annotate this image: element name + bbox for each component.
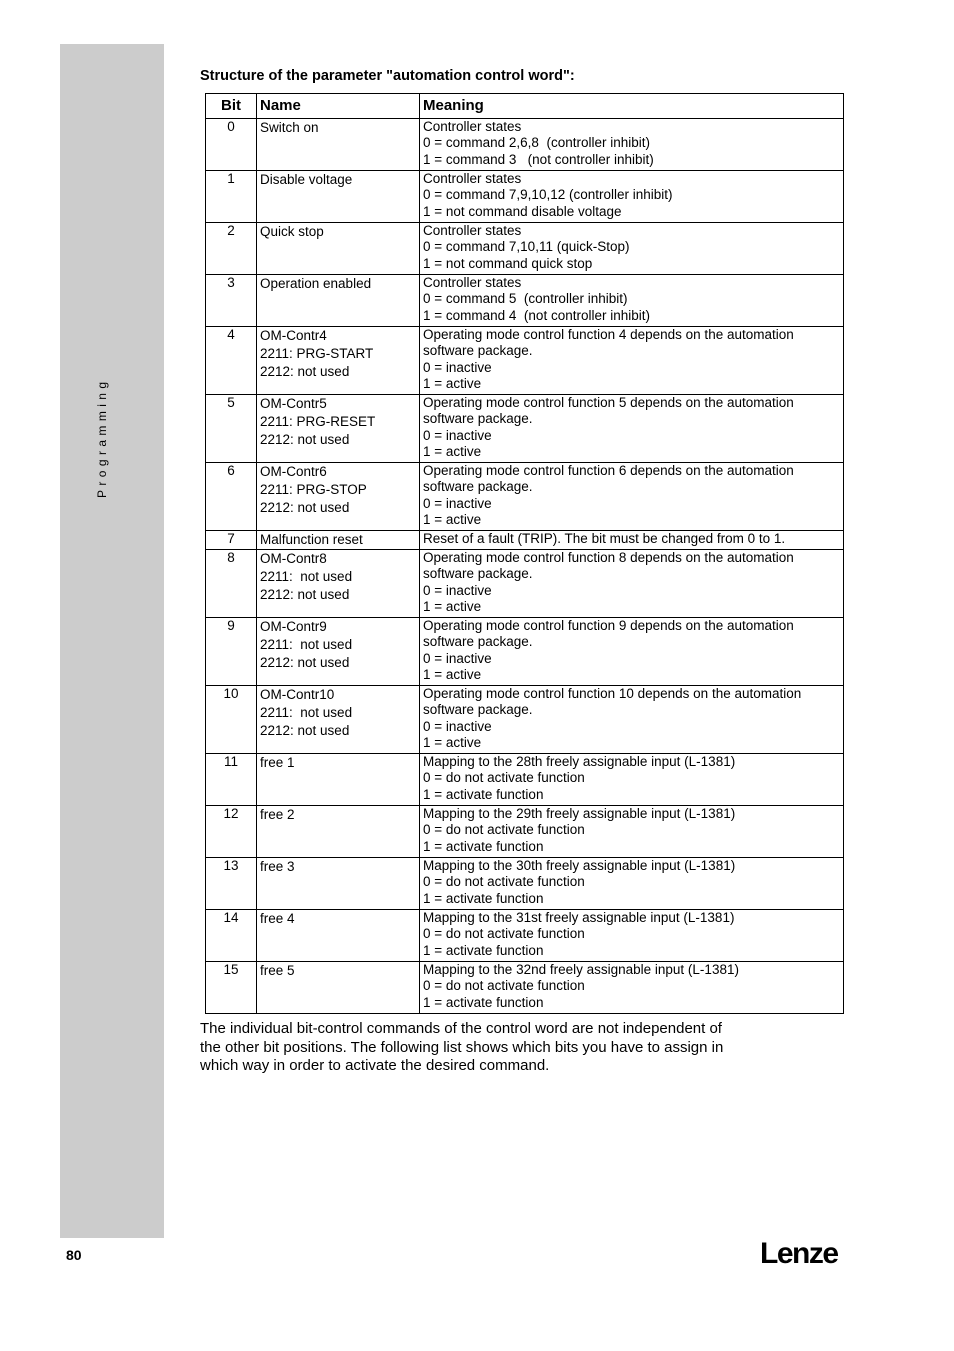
side-margin-band	[60, 44, 164, 1238]
name-line: 2211: PRG-START	[260, 345, 374, 361]
meaning-line: Operating mode control function 4 depends on the automation	[423, 327, 794, 342]
column-header-name: Name	[257, 94, 420, 119]
cell-name	[257, 395, 420, 463]
cell-name	[257, 327, 420, 395]
meaning-line: 1 = not command quick stop	[423, 255, 593, 271]
cell-bit: 15	[206, 962, 257, 1014]
name-line: 2212: not used	[260, 654, 350, 670]
meaning-line: software package.	[423, 566, 533, 582]
name-line: Quick stop	[260, 224, 324, 239]
cell-meaning	[420, 858, 844, 910]
cell-meaning	[420, 686, 844, 754]
name-line: free 3	[260, 859, 295, 874]
meaning-line: 0 = do not activate function	[423, 926, 585, 942]
meaning-line: 1 = active	[423, 511, 482, 527]
meaning-line: 1 = command 4 (not controller inhibit)	[423, 307, 650, 323]
table-heading: Structure of the parameter "automation control word":	[200, 68, 575, 84]
meaning-line: Operating mode control function 9 depends on the automation	[423, 618, 794, 633]
cell-bit: 14	[206, 910, 257, 962]
cell-name	[257, 550, 420, 618]
meaning-line: Mapping to the 32nd freely assignable input (L-1381)	[423, 962, 739, 977]
meaning-line: software package.	[423, 702, 533, 718]
cell-bit: 2	[206, 223, 257, 275]
meaning-line: 1 = activate function	[423, 890, 544, 906]
name-line: 2211: PRG-RESET	[260, 413, 376, 429]
meaning-line: 1 = active	[423, 443, 482, 459]
meaning-line: software package.	[423, 479, 533, 495]
name-line: 2211: not used	[260, 636, 353, 652]
meaning-line: Mapping to the 28th freely assignable input (L-1381)	[423, 754, 736, 769]
meaning-line: 0 = inactive	[423, 427, 492, 443]
name-line: free 1	[260, 755, 295, 770]
cell-meaning	[420, 962, 844, 1014]
name-line: Disable voltage	[260, 172, 353, 187]
meaning-line: 0 = command 5 (controller inhibit)	[423, 291, 628, 307]
cell-name	[257, 754, 420, 806]
meaning-line: software package.	[423, 343, 533, 359]
name-line: 2211: not used	[260, 704, 353, 720]
cell-meaning	[420, 806, 844, 858]
name-line: 2212: not used	[260, 586, 350, 602]
meaning-line: 1 = command 3 (not controller inhibit)	[423, 151, 654, 167]
cell-bit: 4	[206, 327, 257, 395]
name-line: 2211: PRG-STOP	[260, 481, 367, 497]
meaning-line: Operating mode control function 5 depends on the automation	[423, 395, 794, 410]
cell-name	[257, 119, 420, 171]
name-line: free 4	[260, 911, 295, 926]
meaning-line: Controller states	[423, 119, 522, 134]
meaning-line: 0 = do not activate function	[423, 874, 585, 890]
meaning-line: 1 = active	[423, 598, 482, 614]
cell-bit: 3	[206, 275, 257, 327]
cell-bit: 8	[206, 550, 257, 618]
meaning-line: 1 = activate function	[423, 786, 544, 802]
name-line: Operation enabled	[260, 276, 372, 291]
meaning-line: software package.	[423, 411, 533, 427]
meaning-line: 1 = activate function	[423, 838, 544, 854]
cell-name	[257, 686, 420, 754]
name-line: Switch on	[260, 120, 319, 135]
meaning-line: 0 = command 7,10,11 (quick-Stop)	[423, 239, 630, 255]
cell-meaning	[420, 550, 844, 618]
cell-meaning	[420, 119, 844, 171]
meaning-line: Operating mode control function 10 depends on the automation	[423, 686, 802, 701]
cell-meaning	[420, 531, 844, 550]
meaning-line: Controller states	[423, 275, 522, 290]
meaning-line: Mapping to the 31st freely assignable input (L-1381)	[423, 910, 735, 925]
meaning-line: 1 = not command disable voltage	[423, 203, 622, 219]
table-row	[206, 686, 844, 754]
control-word-table	[205, 93, 844, 1014]
cell-meaning	[420, 171, 844, 223]
meaning-line: Operating mode control function 8 depends on the automation	[423, 550, 794, 565]
meaning-line: 1 = active	[423, 734, 482, 750]
name-line: OM-Contr10	[260, 687, 335, 702]
table-row	[206, 275, 844, 327]
table-row	[206, 806, 844, 858]
column-header-bit: Bit	[206, 94, 257, 119]
section-label: Programming	[95, 377, 109, 498]
meaning-line: 0 = inactive	[423, 650, 492, 666]
meaning-line: Mapping to the 29th freely assignable input (L-1381)	[423, 806, 736, 821]
cell-bit: 13	[206, 858, 257, 910]
meaning-line: 0 = inactive	[423, 718, 492, 734]
table-row	[206, 754, 844, 806]
cell-meaning	[420, 910, 844, 962]
logo-wordmark: Lenze	[760, 1237, 838, 1270]
table-row	[206, 962, 844, 1014]
cell-name	[257, 463, 420, 531]
meaning-line: 1 = active	[423, 666, 482, 682]
meaning-line: 1 = activate function	[423, 942, 544, 958]
meaning-line: 0 = do not activate function	[423, 822, 585, 838]
cell-bit: 11	[206, 754, 257, 806]
cell-name	[257, 171, 420, 223]
cell-meaning	[420, 618, 844, 686]
meaning-line: 0 = command 7,9,10,12 (controller inhibit)	[423, 187, 673, 203]
meaning-line: Controller states	[423, 171, 522, 186]
cell-bit: 6	[206, 463, 257, 531]
name-line: 2211: not used	[260, 568, 353, 584]
table-row	[206, 858, 844, 910]
table-row	[206, 119, 844, 171]
cell-meaning	[420, 327, 844, 395]
meaning-line: 0 = command 2,6,8 (controller inhibit)	[423, 135, 650, 151]
column-header-meaning: Meaning	[420, 94, 844, 119]
meaning-line: 0 = do not activate function	[423, 770, 585, 786]
meaning-line: 1 = activate function	[423, 994, 544, 1010]
cell-name	[257, 910, 420, 962]
name-line: free 2	[260, 807, 295, 822]
table-row	[206, 463, 844, 531]
table-row	[206, 327, 844, 395]
page-number: 80	[66, 1247, 82, 1263]
cell-meaning	[420, 754, 844, 806]
cell-meaning	[420, 223, 844, 275]
cell-meaning	[420, 463, 844, 531]
name-line: OM-Contr9	[260, 619, 327, 634]
table-header-row	[206, 94, 844, 119]
cell-name	[257, 223, 420, 275]
cell-name	[257, 858, 420, 910]
cell-bit: 12	[206, 806, 257, 858]
name-line: 2212: not used	[260, 499, 350, 515]
meaning-line: Mapping to the 30th freely assignable input (L-1381)	[423, 858, 736, 873]
table-row	[206, 395, 844, 463]
name-line: OM-Contr6	[260, 464, 327, 479]
lenze-logo	[760, 1234, 840, 1275]
cell-bit: 5	[206, 395, 257, 463]
table-row	[206, 550, 844, 618]
meaning-line: 0 = do not activate function	[423, 978, 585, 994]
meaning-line: Reset of a fault (TRIP). The bit must be changed from 0 to 1.	[423, 531, 786, 546]
table-row	[206, 223, 844, 275]
lenze-logo-mark	[760, 1234, 840, 1270]
meaning-line: Operating mode control function 6 depends on the automation	[423, 463, 794, 478]
cell-name	[257, 962, 420, 1014]
meaning-line: Controller states	[423, 223, 522, 238]
name-line: 2212: not used	[260, 363, 350, 379]
cell-bit: 0	[206, 119, 257, 171]
name-line: OM-Contr8	[260, 551, 327, 566]
cell-name	[257, 531, 420, 550]
cell-bit: 1	[206, 171, 257, 223]
table-row	[206, 531, 844, 550]
meaning-line: 0 = inactive	[423, 359, 492, 375]
name-line: OM-Contr4	[260, 328, 327, 343]
table-row	[206, 910, 844, 962]
name-line: 2212: not used	[260, 722, 350, 738]
cell-bit: 7	[206, 531, 257, 550]
meaning-line: software package.	[423, 634, 533, 650]
cell-bit: 10	[206, 686, 257, 754]
meaning-line: 0 = inactive	[423, 582, 492, 598]
cell-meaning	[420, 395, 844, 463]
meaning-line: 0 = inactive	[423, 495, 492, 511]
cell-name	[257, 618, 420, 686]
cell-name	[257, 275, 420, 327]
name-line: free 5	[260, 963, 295, 978]
table-body	[206, 119, 844, 1014]
table-row	[206, 618, 844, 686]
table-row	[206, 171, 844, 223]
name-line: 2212: not used	[260, 431, 350, 447]
meaning-line: 1 = active	[423, 375, 482, 391]
cell-bit: 9	[206, 618, 257, 686]
body-paragraph: The individual bit-control commands of the control word are not independent of the other bit positions. The following list shows which bits you have to assign in which way in order to activate the desired command.	[200, 1020, 724, 1075]
cell-name	[257, 806, 420, 858]
name-line: Malfunction reset	[260, 532, 363, 547]
name-line: OM-Contr5	[260, 396, 327, 411]
cell-meaning	[420, 275, 844, 327]
